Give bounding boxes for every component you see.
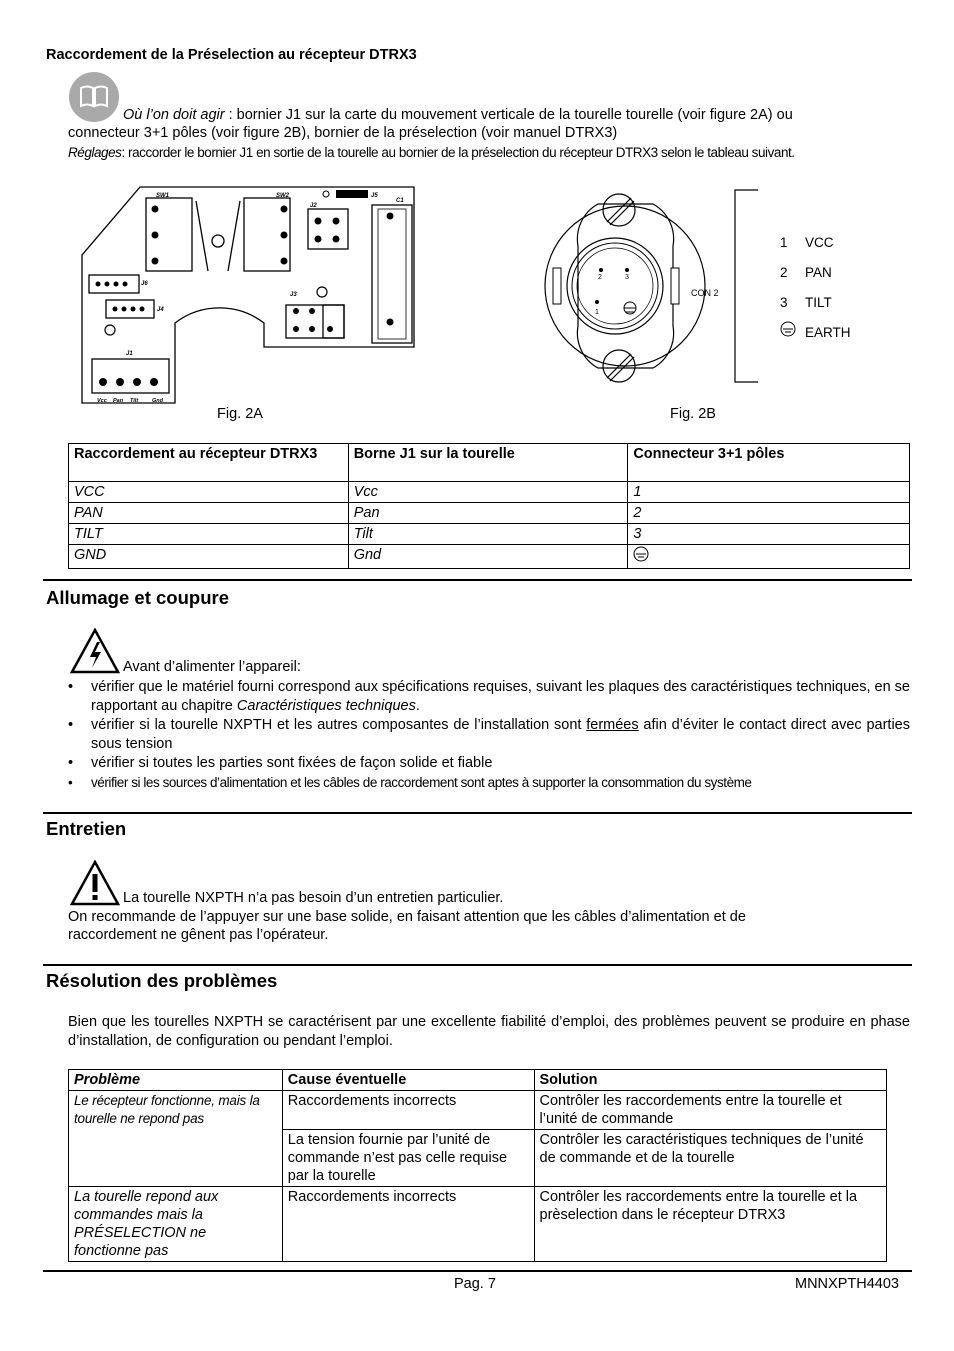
maintenance-line2: On recommande de l’appuyer sur une base solide, en faisant attention que les câbles d’alimentation et de [68, 909, 746, 925]
header-cell: Raccordement au récepteur DTRX3 [69, 444, 349, 482]
troubleshoot-intro: Bien que les tourelles NXPTH se caractérisent par une excellente fiabilité d’emploi, des problèmes peuvent se produire en phase d’installation, de configuration ou pendant l’emploi. [68, 1014, 910, 1049]
solution-cell: Contrôler les raccordements entre la tourelle et la prèselection dans le récepteur DTRX3 [534, 1187, 887, 1262]
cell: VCC [69, 482, 349, 503]
table-row [69, 524, 910, 545]
list-item: • vérifier si toutes les parties sont fixées de façon solide et fiable [68, 754, 910, 773]
pin-label-3: 3 [625, 274, 629, 281]
problem-cell: La tourelle repond aux commandes mais la PRÉSELECTION ne fonctionne pas [69, 1187, 283, 1262]
header-cell: Cause éventuelle [282, 1070, 534, 1091]
table-row [69, 482, 910, 503]
power-checklist [68, 678, 910, 793]
list-item: • vérifier si la tourelle NXPTH et les autres composantes de l’installation sont fermées afin d’éviter le contact direct avec parties sous tension [68, 716, 910, 753]
label-j1: J1 [126, 351, 133, 357]
footer-divider [43, 1270, 912, 1272]
cell: TILT [69, 524, 349, 545]
connection-table [68, 443, 910, 569]
document-code: MNNXPTH4403 [795, 1276, 899, 1292]
earth-icon [633, 546, 649, 567]
cell [628, 545, 910, 569]
troubleshoot-table [68, 1069, 887, 1262]
header-cell: Problème [69, 1070, 283, 1091]
cell: Tilt [348, 524, 628, 545]
label-c1: C1 [396, 198, 404, 204]
cause-cell: Raccordements incorrects [282, 1091, 534, 1130]
where-line1: Où l’on doit agir : bornier J1 sur la carte du mouvement verticale de la tourelle tourelle (voir figure 2A) ou [123, 107, 793, 123]
table-header-row [69, 444, 910, 482]
book-icon [68, 71, 120, 123]
cause-cell: La tension fournie par l’unité de commande n’est pas celle requise par la tourelle [282, 1130, 534, 1187]
label-pin-tilt: Tilt [130, 398, 139, 404]
troubleshoot-heading: Résolution des problèmes [46, 970, 278, 991]
label-pin-vcc: Vcc [97, 398, 107, 404]
solution-cell: Contrôler les raccordements entre la tourelle et l’unité de commande [534, 1091, 887, 1130]
header-cell: Solution [534, 1070, 887, 1091]
legend-row-tilt: 3 TILT [780, 295, 832, 310]
cell: Gnd [348, 545, 628, 569]
settings-text: Réglages: raccorder le bornier J1 en sortie de la tourelle au bornier de la préselection du récepteur DTRX3 selon le tableau suivant. [68, 145, 795, 160]
cell: Pan [348, 503, 628, 524]
legend-row-earth: EARTH [780, 318, 851, 348]
fig-2a-caption: Fig. 2A [217, 406, 263, 422]
label-pin-gnd: Gnd [152, 398, 163, 404]
maintenance-line3: raccordement ne gênent pas l’opérateur. [68, 927, 329, 943]
where-line2: connecteur 3+1 pôles (voir figure 2B), bornier de la préselection (voir manuel DTRX3) [68, 125, 618, 141]
divider [43, 579, 912, 581]
divider [43, 812, 912, 814]
section-heading: Raccordement de la Préselection au récepteur DTRX3 [46, 47, 417, 63]
warning-icon [70, 860, 120, 906]
con2-label: CON 2 [691, 288, 719, 298]
electrical-warning-icon [70, 628, 120, 674]
label-j6: J6 [141, 281, 148, 287]
legend-row-vcc: 1 VCC [780, 235, 834, 250]
table-row [69, 503, 910, 524]
label-j4: J4 [157, 307, 164, 313]
table-header-row [69, 1070, 887, 1091]
divider [43, 964, 912, 966]
header-cell: Borne J1 sur la tourelle [348, 444, 628, 482]
cause-cell: Raccordements incorrects [282, 1187, 534, 1262]
cell: GND [69, 545, 349, 569]
legend-row-pan: 2 PAN [780, 265, 832, 280]
fig-2b-caption: Fig. 2B [670, 406, 716, 422]
label-pin-pan: Pan [113, 398, 124, 404]
figure-2a-pcb [78, 183, 420, 408]
cell: 1 [628, 482, 910, 503]
power-intro: Avant d’alimenter l’appareil: [123, 659, 301, 675]
cell: 3 [628, 524, 910, 545]
cell: Vcc [348, 482, 628, 503]
cell: PAN [69, 503, 349, 524]
pin-label-1: 1 [595, 309, 599, 316]
solution-cell: Contrôler les caractéristiques techniques de l’unité de commande et de la tourelle [534, 1130, 887, 1187]
maintenance-heading: Entretien [46, 818, 127, 839]
label-j3: J3 [290, 292, 297, 298]
label-j2: J2 [310, 203, 317, 209]
label-sw1: SW1 [156, 193, 170, 199]
cell: 2 [628, 503, 910, 524]
table-row [69, 1187, 887, 1262]
problem-cell: Le récepteur fonctionne, mais la tourelle ne repond pas [69, 1091, 283, 1187]
label-j5: J5 [371, 193, 378, 199]
page-number: Pag. 7 [454, 1276, 496, 1292]
table-row [69, 1091, 887, 1130]
maintenance-line1: La tourelle NXPTH n’a pas besoin d’un entretien particulier. [123, 890, 504, 906]
list-item: • vérifier que le matériel fourni correspond aux spécifications requises, suivant les plaques des caractéristiques techniques, en se rapportant au chapitre Caractéristiques techniques. [68, 678, 910, 715]
list-item: • vérifier si les sources d’alimentation et les câbles de raccordement sont aptes à supporter la consommation du système [68, 774, 910, 793]
label-sw2: SW2 [276, 193, 290, 199]
table-row [69, 545, 910, 569]
earth-icon [780, 318, 805, 348]
pin-label-2: 2 [598, 274, 602, 281]
power-heading: Allumage et coupure [46, 587, 229, 608]
header-cell: Connecteur 3+1 pôles [628, 444, 910, 482]
fig-2b-legend [780, 228, 851, 348]
